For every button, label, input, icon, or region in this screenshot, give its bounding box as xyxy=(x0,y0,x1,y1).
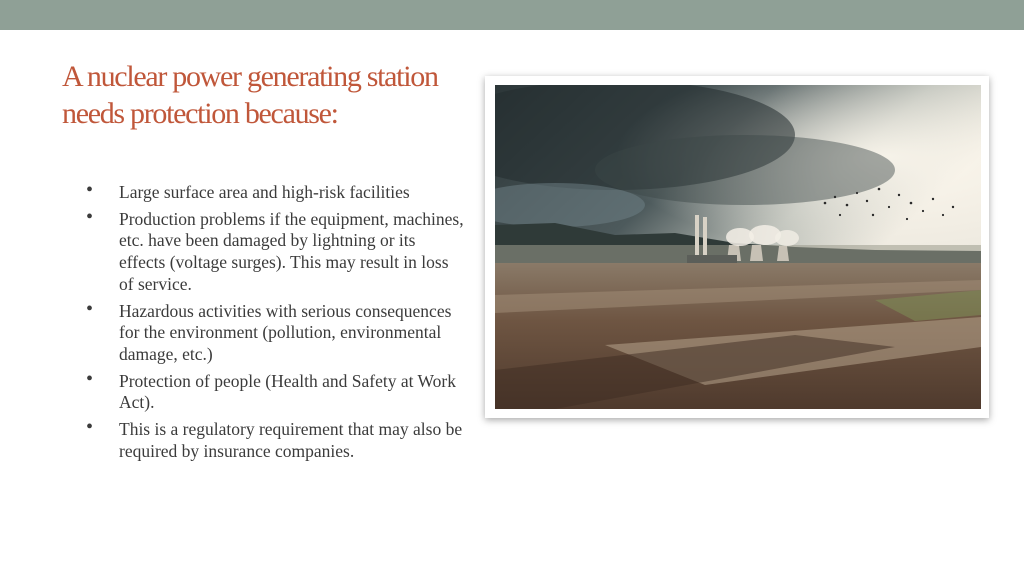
bullet-icon: • xyxy=(86,367,94,390)
bullet-icon: • xyxy=(86,416,94,439)
bullet-text: Protection of people (Health and Safety at Work Act). xyxy=(119,370,456,413)
slide-title: A nuclear power generating station needs protection because: xyxy=(62,60,438,130)
chimney xyxy=(695,215,699,261)
cooling-tower xyxy=(777,246,789,261)
bullet-item xyxy=(84,367,464,414)
plant-buildings xyxy=(687,255,737,263)
bullet-icon: • xyxy=(86,205,94,228)
bullet-item xyxy=(84,179,464,204)
bullet-item xyxy=(84,297,464,366)
bullet-icon: • xyxy=(86,297,94,320)
header-bar xyxy=(0,0,1024,30)
storm-cloud xyxy=(595,135,895,205)
power-station-photo xyxy=(485,76,989,418)
bullet-text: Hazardous activities with serious consequences for the environment (pollution, environmental damage, etc.) xyxy=(119,300,452,364)
cooling-tower xyxy=(750,245,763,261)
bullet-item xyxy=(84,416,464,462)
chimney xyxy=(703,217,707,261)
bullet-text: Production problems if the equipment, machines, etc. have been damaged by lightning or its effects (voltage surges). This may result in loss of service. xyxy=(119,208,464,294)
bullet-text: Large surface area and high-risk facilities xyxy=(119,182,410,202)
bullet-icon: • xyxy=(86,179,94,201)
power-station-landscape-illustration xyxy=(495,85,981,409)
bullet-text: This is a regulatory requirement that may also be required by insurance companies. xyxy=(119,419,463,461)
bullet-list xyxy=(84,179,464,467)
steam-plume xyxy=(775,230,799,246)
bullet-item xyxy=(84,205,464,296)
